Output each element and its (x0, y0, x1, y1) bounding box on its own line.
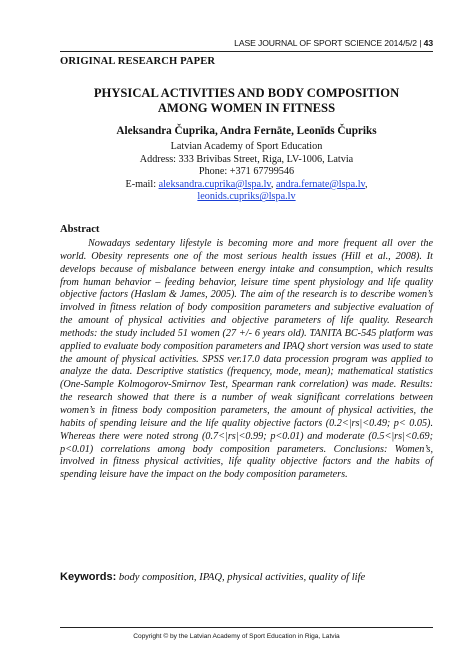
keywords-label: Keywords: (60, 571, 117, 583)
email-link-2[interactable]: andra.fernate@lspa.lv (275, 178, 365, 190)
page-number: 43 (423, 38, 433, 48)
paper-title (60, 86, 433, 116)
abstract-text: Nowadays sedentary lifestyle is becoming more and more frequent all over the world. Obesity represents one of the most serious health issues (Hill et al., 2008). It develops because of misbalance between energy intake and consumption, which results from human behavior – feeding behavior, leisure time spent physiology and life quality objective factors (Haslam & James, 2005). The aim of the research is to describe women’s involved in fitness relation of body composition parameters and subjective evaluation of the amount of physical activities and objective parameters of life quality. Research methods: the study included 51 women (27 +/- 6 years old). TANITA BC-545 platform was applied to evaluate body composition parameters and IPAQ short version was used to state the amount of physical activities. SPSS ver.17.0 data procession program was applied to analyze the data. Descriptive statistics (frequency, mode, mean); mathematical statistics (One-Sample Kolmogorov-Smirnov Test, Spearman rank correlation) was made. Results: the research showed that there is a number of weak significant correlations between women’s in fitness body composition parameters, the amount of physical activities, the habits of spending leisure and the life quality objective factors (0.2<|rs|<0.49; p< 0.05). Whereas there were noted strong (0.7<|rs|<0.99; p<0.01) and moderate (0.5<|rs|<0.69; p<0.01) correlations among body composition parameters. Conclusions: Women’s, involved in fitness physical activities, life quality objective factors and the habits of spending leisure have the impact on the body composition parameters. (60, 238, 433, 481)
section-label: ORIGINAL RESEARCH PAPER (60, 56, 216, 67)
header-rule (60, 51, 433, 52)
author-list: Aleksandra Čuprika, Andra Fernāte, Leonīds Čupriks (116, 125, 377, 137)
affiliation-block (60, 141, 433, 204)
keywords-line (60, 571, 433, 583)
email-separator: , (270, 178, 276, 190)
address: Address: 333 Brivibas Street, Riga, LV-1006, Latvia (139, 153, 354, 165)
title-line-1: PHYSICAL ACTIVITIES AND BODY COMPOSITION (93, 86, 400, 100)
email-label: E-mail: (125, 178, 159, 190)
abstract-heading: Abstract (60, 224, 100, 235)
copyright-notice: Copyright © by the Latvian Academy of Sport Education in Riga, Latvia (133, 633, 340, 640)
institution: Latvian Academy of Sport Education (170, 141, 323, 152)
keywords-text: body composition, IPAQ, physical activities, quality of life (116, 572, 366, 583)
email-link-1[interactable]: aleksandra.cuprika@lspa.lv (158, 178, 271, 190)
email-line (60, 179, 433, 192)
email-trailer: , (364, 178, 368, 190)
title-line-2: AMONG WOMEN IN FITNESS (157, 101, 336, 115)
email-line-2 (60, 191, 433, 204)
email-link-3[interactable]: leonids.cupriks@lspa.lv (197, 191, 296, 203)
running-header (234, 38, 433, 48)
phone: Phone: +371 67799546 (198, 166, 295, 178)
journal-name: LASE JOURNAL OF SPORT SCIENCE 2014/5/2 | (234, 38, 424, 48)
footer-rule (60, 627, 433, 628)
